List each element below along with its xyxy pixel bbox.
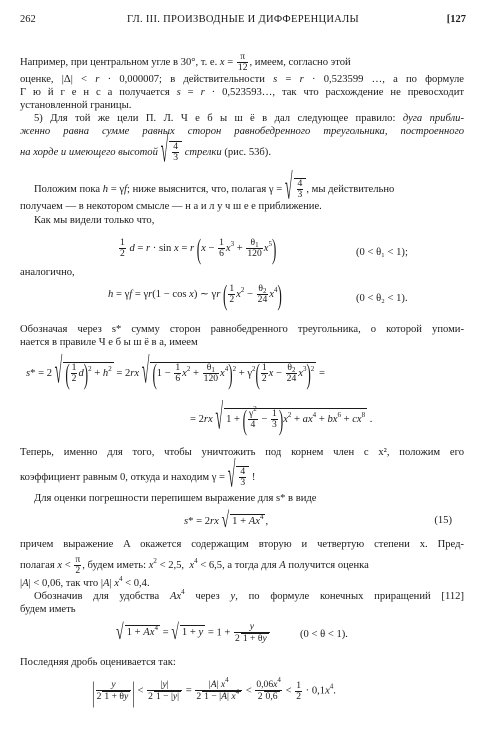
text-line-18: полагая x < $\frac{\pi}{2}$ , будем иметь: $x^2 < 2,5$, $x^4 < 6,5$, а тогда для A получится оценка — [20, 554, 369, 576]
text-line-21: будем иметь — [20, 604, 76, 615]
theta1-condition: (0 < θ₁ < 1); — [356, 247, 408, 258]
text-line-4: установленной границы. — [20, 100, 132, 111]
theta-condition: (0 < θ < 1). — [300, 629, 348, 640]
equation-number-15: (15) — [434, 515, 452, 526]
equation-height: h = γf = γr(1 − cos x) ∼ γr ( $\frac{1}{2}$ $x^2$ − $\frac{\theta_2}{24}$ $x^4$) — [108, 278, 282, 311]
text-line-1: Например, при центральном угле в 30°, т. е. x = $\frac{\pi}{12}$ , имеем, согласно этой — [20, 51, 351, 73]
text-line-20: Обозначив для удобства Ax$^4$ через y, по формуле конечных приращений [112] — [34, 588, 464, 602]
text-line-16: Для оценки погрешности перепишем выражение для s* в виде — [34, 493, 317, 504]
text-line-19: |A| < 0,06, так что |A| $x^4 < 0,4$. — [20, 575, 150, 589]
text-line-17: причем выражение A окажется содержащим вторую и четвертую степени x. Пред- — [20, 539, 464, 550]
section-number: [127 — [446, 14, 466, 25]
page-number: 262 — [20, 14, 36, 25]
text-line-2: оценке, |Δ| < r · 0,000007; в действительности s = r · 0,523599 …, а по формуле — [20, 74, 465, 85]
equation-arc-sine: $\frac{1}{2}$ d = r · sin x = r (x − $\frac{1}{6}$ $x^3$ + $\frac{\theta_1}{120}$ $x^5$) — [120, 232, 277, 265]
text-line-11: аналогично, — [20, 267, 75, 278]
equation-estimate: | $\frac{y}{2 1 + \theta y}$ | < $\frac{|y|}{2 1 - |y|}$ = $\frac{|A| x^4}{2 1 - |A| x^4}$ < $\frac{0,06x^4}{2 0,6}$ < $\frac{1}{2}$ · $0,1x^4$. — [92, 674, 336, 708]
running-header — [20, 13, 466, 27]
text-line-7: на хорде и имеющего высотой √ $\frac{4}{3}$ стрелки (рис. 53б). — [20, 133, 271, 172]
text-line-14: Теперь, именно для того, чтобы уничтожить под корнем член с x², положим его — [20, 447, 464, 458]
equation-s-star: s* = 2 √ ( $\frac{1}{2}$ $d)^2 + h^2 = 2rx$ √ (1 − $\frac{1}{6}$ $x^2$ + $\frac{\theta_1}{120}$ $x^4)^2 + \gamma^2$( $\frac{1}{2}$ x − $\frac{\theta_2}{24}$ $x^3)^2$ = — [26, 354, 325, 393]
text-line-12: Обозначая через s* сумму сторон равнобедренного треугольника, о которой упоми- — [20, 324, 464, 335]
text-line-13: нается в правиле Ч е б ы ш ё в а, имеем — [20, 337, 198, 348]
equation-15: s* = 2rx √ $1 + Ax^4$ , — [184, 509, 269, 534]
theta2-condition: (0 < θ₂ < 1). — [356, 293, 408, 304]
text-line-5: 5) Для той же цели П. Л. Ч е б ы ш ё в дал следующее правило: дуга прибли- — [34, 113, 464, 124]
text-line-15: коэффициент равным 0, откуда и находим γ = √ $\frac{4}{3}$ ! — [20, 458, 256, 497]
text-line-10: Как мы видели только что, — [34, 215, 155, 226]
text-line-6: женно равна сумме равных сторон равнобедренного треугольника, построенного — [20, 126, 464, 137]
text-line-8: Положим пока h = γf; ниже выяснится, что, полагая γ = √ $\frac{4}{3}$ , мы действительно — [34, 170, 395, 209]
equation-s-star-expanded: = 2rx √ 1 + ( $\frac{\gamma^2}{4}$ − $\frac{1}{3}$ )$x^2 + ax^4 + bx^6 + cx^8$ . — [190, 400, 373, 439]
equation-mvt: √ $1 + Ax^4$ = √ 1 + y = 1 + $\frac{y}{2 1 + \theta y}$ — [116, 622, 271, 644]
text-line-9: получаем — в некотором смысле — н а и л у ч ш е е приближение. — [20, 201, 322, 212]
chebyshev-name: Ч е б ы ш ё в — [180, 113, 268, 124]
text-line-22: Последняя дробь оценивается так: — [20, 657, 176, 668]
text-line-3: Г ю й г е н с а получается s = r · 0,523593…, так что расхождение не превосходит — [20, 87, 464, 98]
huygens-name: Г ю й г е н с а — [20, 87, 113, 98]
chapter-title: ГЛ. III. ПРОИЗВОДНЫЕ И ДИФФЕРЕНЦИАЛЫ — [127, 14, 359, 25]
